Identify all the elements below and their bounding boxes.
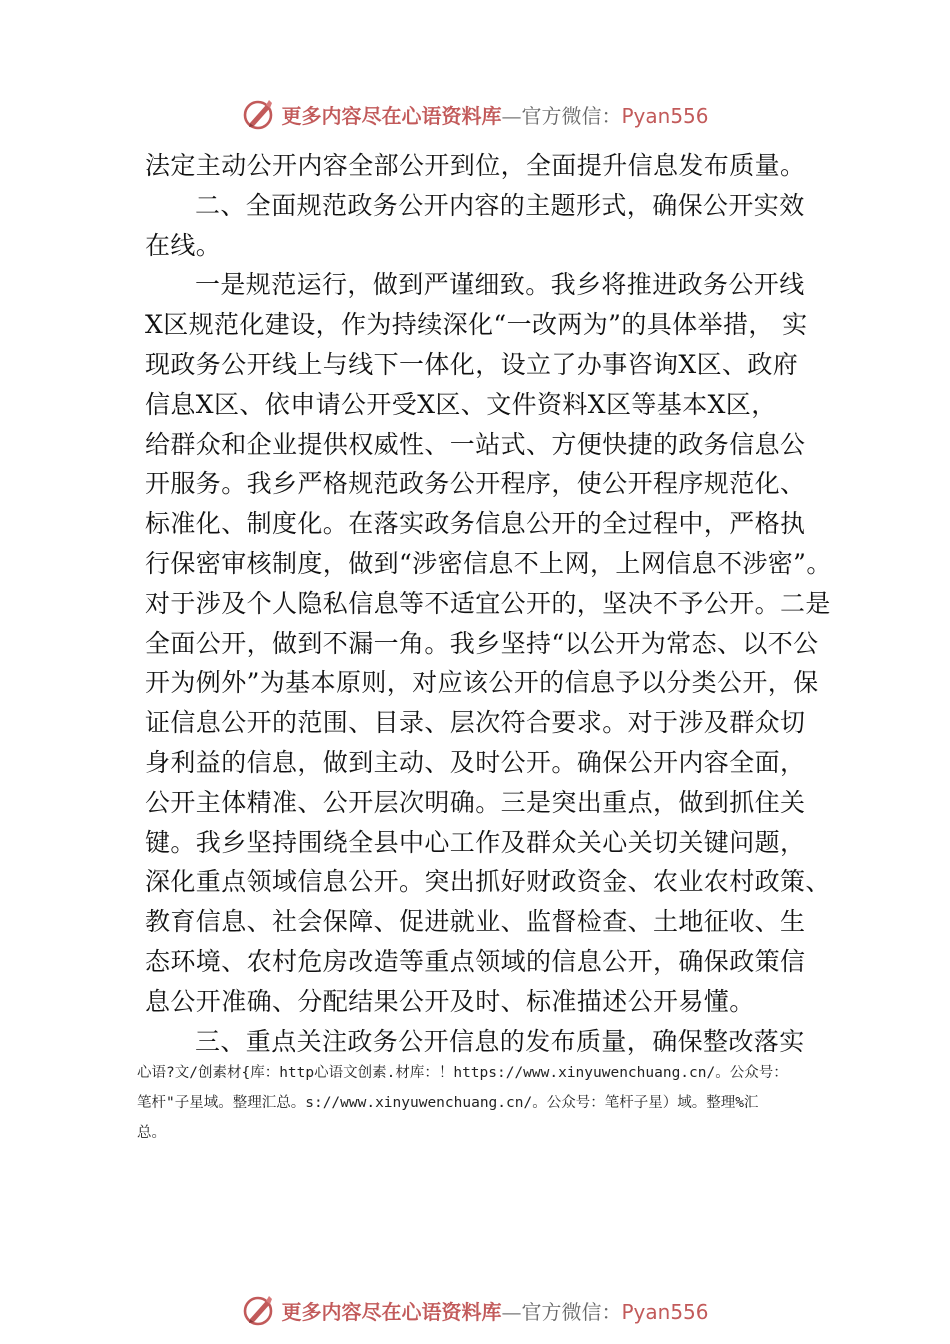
footer-wechat-label: 官方微信： [521, 1299, 622, 1324]
footer-banner-text [281, 1296, 708, 1325]
footnote-line: 心语?文/创素材{库：http心语文创素.材库：！https://www.xinyuwenchuang.cn/。公众号： [137, 1065, 788, 1081]
body-line: 教育信息、社会保障、促进就业、监督检查、土地征收、生 [145, 907, 806, 937]
pen-logo-icon [241, 96, 277, 132]
footnote-line: 笔杆"子星域。整理汇总。s://www.xinyuwenchuang.cn/。公众号：笔杆子星）域。整理%汇 [137, 1095, 759, 1111]
body-line: 键。我乡坚持围绕全县中心工作及群众关心关切关键问题， [145, 827, 806, 857]
body-line: 态环境、农村危房改造等重点领域的信息公开，确保政策信 [145, 946, 806, 976]
footnote-line: 总。 [137, 1125, 166, 1141]
body-line: 公开主体精准、公开层次明确。三是突出重点，做到抓住关 [145, 787, 806, 817]
body-line: 身利益的信息，做到主动、及时公开。确保公开内容全面， [145, 747, 806, 777]
body-line: 深化重点领域信息公开。突出抓好财政资金、农业农村政策、 [145, 867, 831, 897]
body-line: 现政务公开线上与线下一体化，设立了办事咨询X区、政府 [145, 349, 799, 379]
header-banner-text [281, 100, 708, 129]
footer-account: Pyan556 [621, 1299, 709, 1324]
section-heading-2: 二、全面规范政务公开内容的主题形式，确保公开实效 [195, 190, 805, 220]
body-line: 法定主动公开内容全部公开到位，全面提升信息发布质量。 [145, 151, 806, 180]
header-banner [0, 94, 950, 134]
header-brand-text: 更多内容尽在心语资料库 [281, 103, 502, 128]
body-line: 对于涉及个人隐私信息等不适宜公开的，坚决不予公开。二是 [145, 588, 831, 618]
section-heading-3: 三、重点关注政务公开信息的发布质量，确保整改落实 [195, 1026, 805, 1056]
header-dash: — [501, 103, 522, 128]
footer-brand-text: 更多内容尽在心语资料库 [281, 1299, 502, 1324]
body-line: 标准化、制度化。在落实政务信息公开的全过程中，严格执 [145, 509, 806, 539]
header-wechat-label: 官方微信： [521, 103, 622, 128]
footer-dash: — [501, 1299, 522, 1324]
header-account: Pyan556 [621, 103, 709, 128]
body-line: 全面公开，做到不漏一角。我乡坚持“以公开为常态、以不公 [145, 628, 819, 658]
paragraph-start: 一是规范运行，做到严谨细致。我乡将推进政务公开线 [195, 270, 805, 300]
document-body [145, 146, 835, 1061]
body-line: 给群众和企业提供权威性、一站式、方便快捷的政务信息公 [145, 429, 806, 459]
body-line: 证信息公开的范围、目录、层次符合要求。对于涉及群众切 [145, 708, 806, 738]
body-line: 开服务。我乡严格规范政务公开程序，使公开程序规范化、 [145, 469, 806, 499]
watermark-footnote [137, 1058, 857, 1148]
body-line: 行保密审核制度，做到“涉密信息不上网，上网信息不涉密”。 [145, 548, 832, 578]
body-line: 在线。 [145, 230, 222, 260]
body-line: X区规范化建设，作为持续深化“一改两为”的具体举措， 实 [145, 310, 808, 340]
body-line: 信息X区、依申请公开受X区、文件资料X区等基本X区， [145, 389, 777, 419]
footer-banner [0, 1290, 950, 1330]
pen-logo-icon [241, 1292, 277, 1328]
body-line: 开为例外”为基本原则，对应该公开的信息予以分类公开，保 [145, 668, 819, 698]
body-line: 息公开准确、分配结果公开及时、标准描述公开易懂。 [145, 986, 755, 1016]
